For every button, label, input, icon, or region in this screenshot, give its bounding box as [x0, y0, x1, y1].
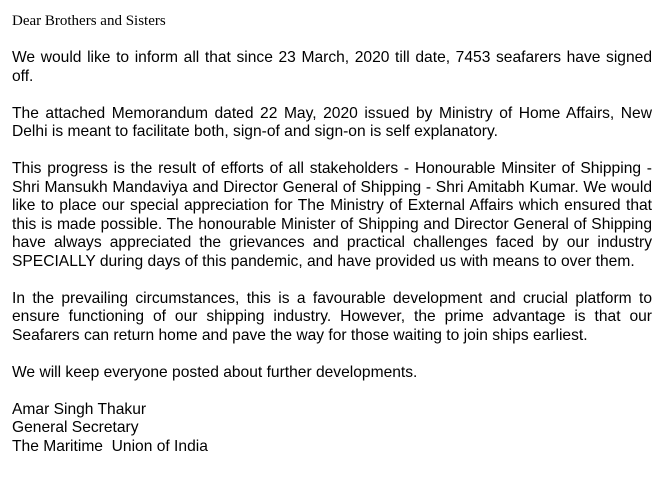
signatory-title: General Secretary [12, 419, 139, 436]
paragraph-signed-off-count: We would like to inform all that since 23 March, 2020 till date, 7453 seafarers have signed off. [12, 49, 652, 85]
paragraph-updates: We will keep everyone posted about further developments. [12, 363, 418, 381]
signatory-name: Amar Singh Thakur [12, 400, 147, 418]
signature-block [12, 401, 652, 457]
paragraph-memorandum: The attached Memorandum dated 22 May, 2020 issued by Ministry of Home Affairs, New Delhi is meant to facilitate both, sign-of and sign-on is self explanatory. [12, 104, 652, 140]
salutation: Dear Brothers and Sisters [12, 13, 166, 29]
paragraph-acknowledgement: This progress is the result of efforts of all stakeholders - Honourable Minsiter of Shipping - Shri Mansukh Mandaviya and Director General of Shipping - Shri Amitabh Kumar. We would like to place our special appreciation for The Ministry of External Affairs which ensured that this is made possible. The honourable Minister of Shipping and Director General of Shipping have always appreciated the grievances and practical challenges faced by our industry SPECIALLY during days of this pandemic, and have provided us with means to over them. [12, 160, 652, 270]
letter-body [12, 12, 652, 456]
paragraph-circumstances: In the prevailing circumstances, this is a favourable development and crucial platform to ensure functioning of our shipping industry. However, the prime advantage is that our Seafarers can return home and pave the way for those waiting to join ships earliest. [12, 289, 652, 344]
signatory-organization: The Maritime Union of India [12, 437, 208, 455]
